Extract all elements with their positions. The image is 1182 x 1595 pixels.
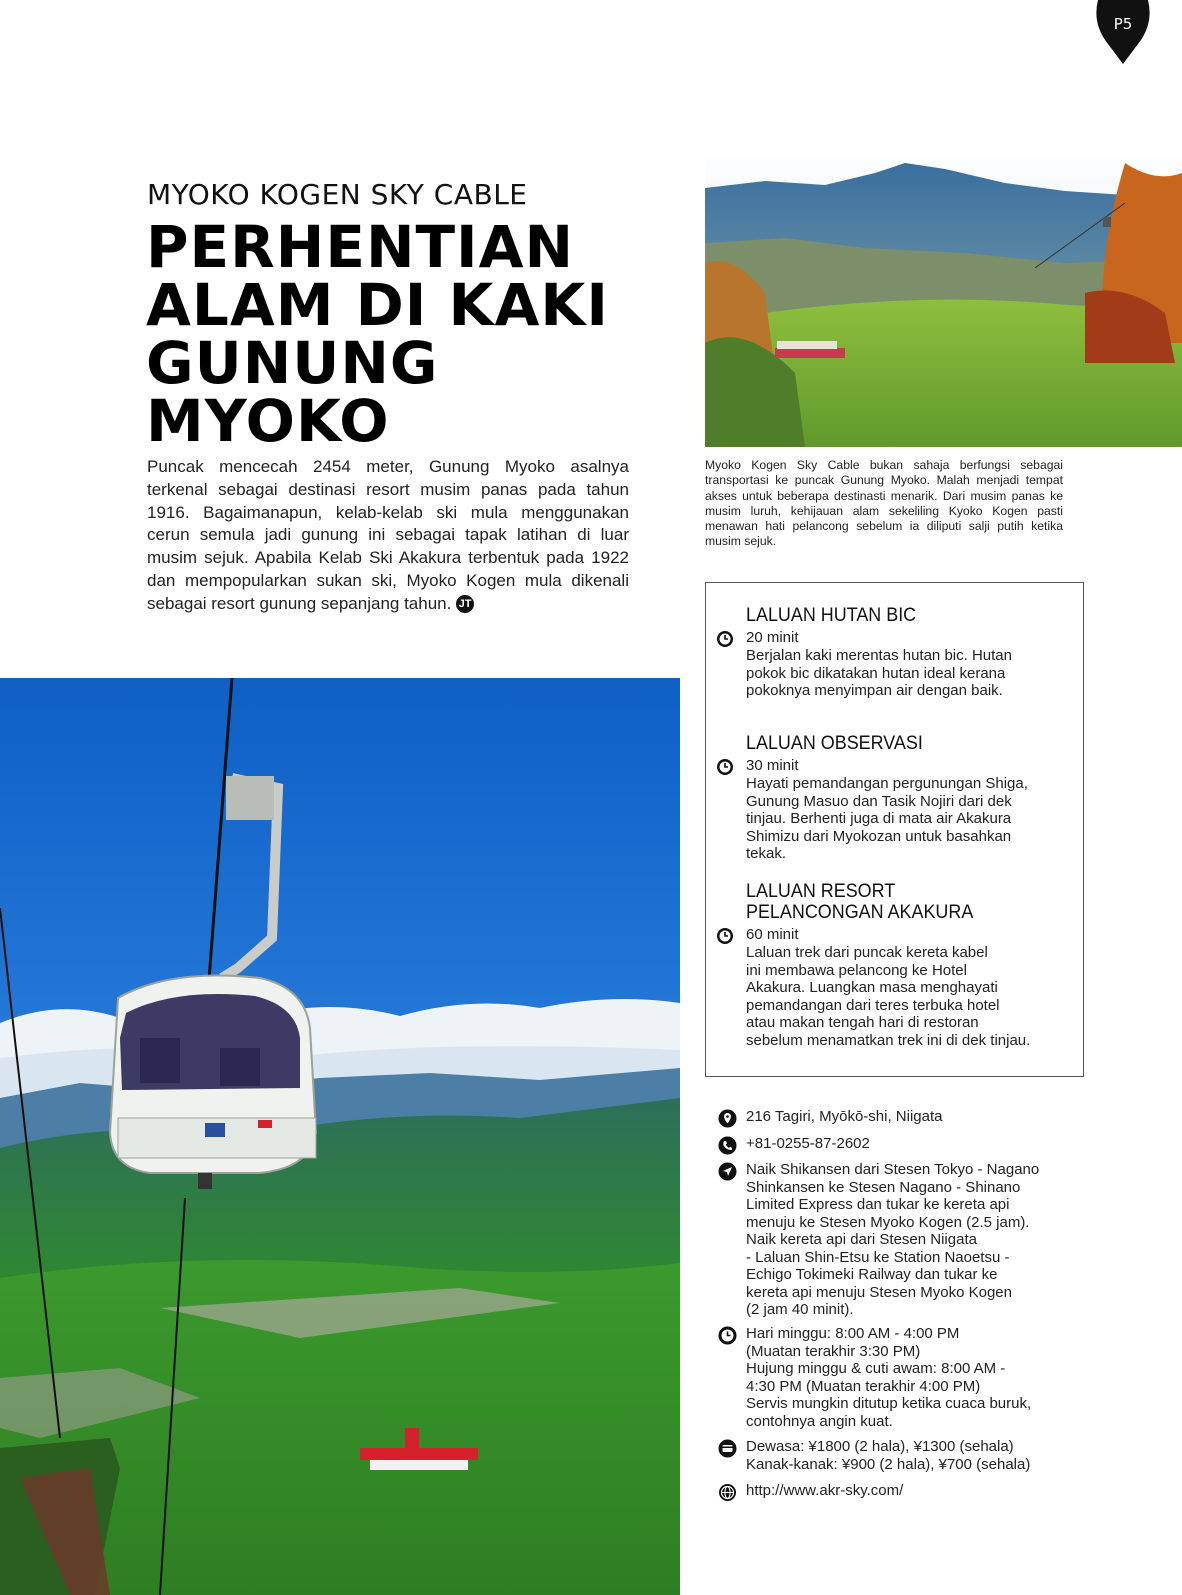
info-fees [746,1438,1076,1473]
end-mark-icon: JT [456,595,474,613]
intro-text: Puncak mencecah 2454 meter, Gunung Myoko asalnya terkenal sebagai destinasi resort musim panas pada tahun 1916. Bagaimanapun, kelab-kelab ski mula menggunakan cerun semula jadi gunung ini sebagai tapak latihan di luar musim sejuk. Apabila Kelab Ski Akakura terbentuk pada 1922 dan mempopularkan sukan ski, Myoko Kogen mula dikenali sebagai resort gunung sepanjang tahun. [147,457,629,613]
desc-line: pemandangan dari teres terbuka hotel [746,996,1000,1014]
desc-line: atau makan tengah hari di restoran [746,1014,979,1031]
trail-time-text: 60 minit [746,926,799,943]
article-subtitle: MYOKO KOGEN SKY CABLE [147,178,528,211]
trail-time-text: 20 minit [746,629,799,646]
page-number-badge [1094,0,1152,66]
directions-line: (2 jam 40 minit). [746,1301,854,1318]
trail-description [746,647,1066,700]
trail-duration [746,629,1066,647]
badge-drop-shape [1094,0,1152,66]
trail-duration [746,757,1066,775]
fees-line: Dewasa: ¥1800 (2 hala), ¥1300 (sehala) [746,1438,1014,1455]
intro-paragraph [147,456,629,616]
trail-info-box [705,582,1084,1077]
hours-line: contohnya angin kuat. [746,1412,893,1430]
desc-line: Hayati pemandangan pergunungan Shiga, [746,775,1028,792]
hours-line: Hujung minggu & cuti awam: 8:00 AM - [746,1360,1006,1377]
trail-hutan-bic [746,605,1066,700]
website-link[interactable]: http://www.akr-sky.com/ [746,1482,904,1499]
directions-line: Echigo Tokimeki Railway dan tukar ke [746,1266,998,1283]
trail-title: LALUAN HUTAN BIC [746,604,917,626]
page-number: P5 [1113,15,1133,33]
globe-icon [718,1483,737,1502]
desc-line: Laluan trek dari puncak kereta kabel [746,944,988,961]
info-address [746,1108,1076,1126]
directions-line: kereta api menuju Stesen Myoko Kogen [746,1283,1012,1301]
desc-line: Berjalan kaki merentas hutan bic. Hutan [746,647,1012,664]
desc-line: tinjau. Berhenti juga di mata air Akakura [746,810,1012,827]
directions-line: - Laluan Shin-Etsu ke Station Naoetsu - [746,1248,1010,1266]
trail-observasi [746,733,1066,863]
card-icon [718,1439,737,1458]
clock-icon [718,1326,737,1345]
hours-line: Hari minggu: 8:00 AM - 4:00 PM [746,1325,960,1342]
title-line: GUNUNG [146,329,439,397]
hours-line: (Muatan terakhir 3:30 PM) [746,1342,921,1360]
phone-icon [718,1136,737,1155]
desc-line: pokoknya menyimpan air dengan baik. [746,682,1003,699]
title-line: MYOKO [146,387,390,455]
phone-number: +81-0255-87-2602 [746,1135,870,1152]
trail-duration [746,926,1066,944]
directions-line: Limited Express dan tukar ke kereta api [746,1196,1010,1213]
trail-title: LALUAN OBSERVASI [746,732,923,754]
title-line: ALAM DI KAKI [146,271,609,339]
trail-time-text: 30 minit [746,757,799,774]
hours-line: 4:30 PM (Muatan terakhir 4:00 PM) [746,1377,981,1395]
directions-line: menuju ke Stesen Myoko Kogen (2.5 jam). [746,1213,1030,1231]
cable-car-photo [0,678,680,1595]
trail-resort-akakura [746,881,1066,1049]
clock-icon [716,630,734,648]
location-pin-icon [718,1109,737,1128]
trail-title: LALUAN RESORT [746,880,896,902]
info-directions [746,1161,1076,1319]
trail-description [746,944,1066,1049]
article-title [146,213,646,455]
autumn-landscape-photo [705,143,1182,447]
navigation-arrow-icon [718,1162,737,1181]
directions-line: Naik kereta api dari Stesen Niigata [746,1231,977,1248]
desc-line: sebelum menamatkan trek ini di dek tinjau. [746,1031,1031,1049]
fees-line: Kanak-kanak: ¥900 (2 hala), ¥700 (sehala) [746,1455,1031,1473]
info-hours [746,1325,1076,1430]
info-phone [746,1135,1076,1153]
clock-icon [716,758,734,776]
info-website [746,1482,1076,1500]
clock-icon [716,927,734,945]
desc-line: Akakura. Luangkan masa menghayati [746,979,998,996]
trail-title: PELANCONGAN AKAKURA [746,901,974,923]
desc-line: Shimizu dari Myokozan untuk basahkan [746,827,1012,845]
desc-line: pokok bic dikatakan hutan ideal kerana [746,664,1006,682]
directions-line: Naik Shikansen dari Stesen Tokyo - Nagano [746,1161,1040,1178]
desc-line: ini membawa pelancong ke Hotel [746,961,967,979]
desc-line: tekak. [746,845,787,862]
directions-line: Shinkansen ke Stesen Nagano - Shinano [746,1178,1021,1196]
address-line: 216 Tagiri, Myōkō-shi, Niigata [746,1108,943,1125]
desc-line: Gunung Masuo dan Tasik Nojiri dari dek [746,792,1012,810]
trail-description [746,775,1066,863]
title-line: PERHENTIAN [146,213,575,281]
photo-caption: Myoko Kogen Sky Cable bukan sahaja berfungsi sebagai transportasi ke puncak Gunung Myoko. Malah menjadi tempat akses untuk beberapa destinasti menarik. Dari musim panas ke musim luruh, kehijauan alam sekeliling Kyoko Kogen pasti menawan hati pelancong sebelum ia diliputi salji putih ketika musim sejuk. [705,458,1063,549]
hours-line: Servis mungkin ditutup ketika cuaca buruk, [746,1395,1032,1412]
